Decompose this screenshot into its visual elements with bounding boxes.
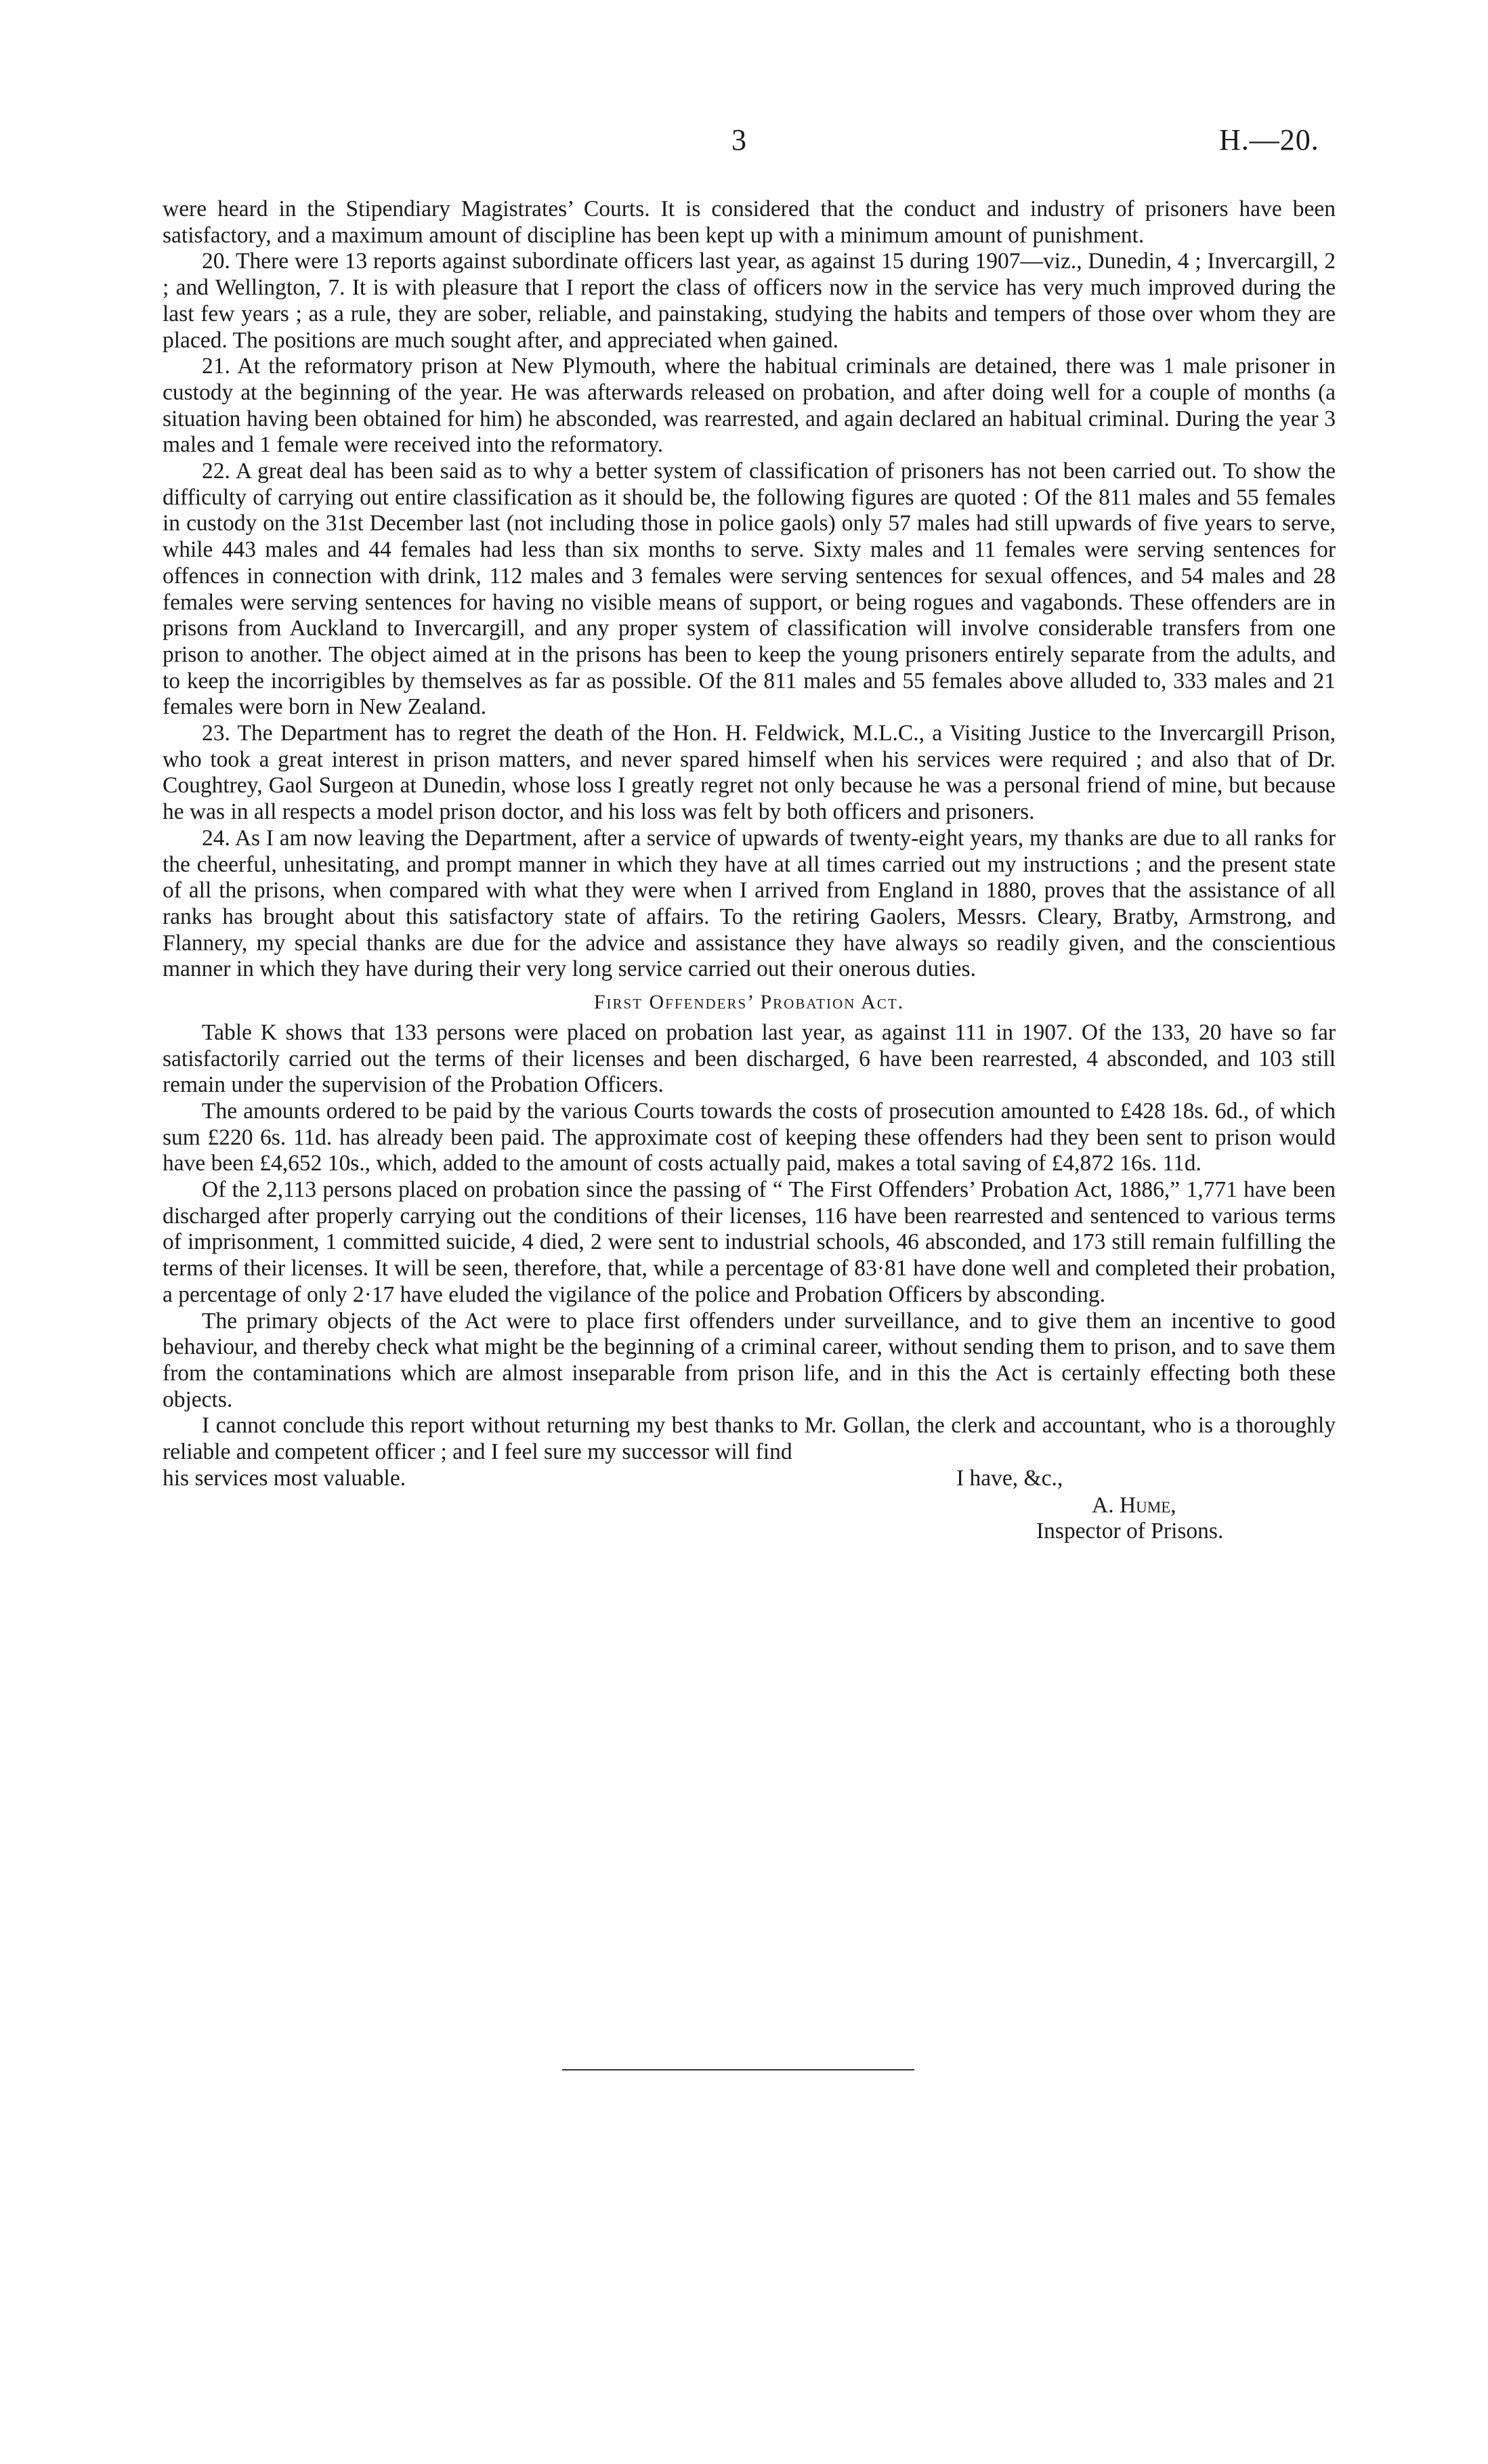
paragraph-22: 22. A great deal has been said as to why a better system of classification of prisoners has not been carried out. To show the difficulty of carrying out entire classification as it should be, the following figures are quoted : Of the 811 males and 55 females in custody on the 31st December last (not including those in police gaols) only 57 males had still upwards of five years to serve, while 443 males and 44 females had less than six months to serve. Sixty males and 11 females were serving sentences for offences in connection with drink, 112 males and 3 females were serving sentences for sexual offences, and 54 males and 28 females were serving sentences for having no visible means of support, or being rogues and vagabonds. These offenders are in prisons from Auckland to Invercargill, and any proper system of classification will involve considerable transfers from one prison to another. The object aimed at in the prisons has been to keep the young prisoners entirely separate from the adults, and to keep the incorrigibles by themselves as far as possible. Of the 811 males and 55 females above alluded to, 333 males and 21 females were born in New Zealand. (163, 459, 1336, 720)
salutation: I have, &c., (956, 1465, 1063, 1491)
report-body (163, 196, 1336, 1545)
section-heading: First Offenders’ Probation Act. (593, 991, 905, 1014)
signer-title: Inspector of Prisons. (1036, 1518, 1224, 1544)
page-number: 3 (731, 123, 746, 156)
paragraph-23: 23. The Department has to regret the death of the Hon. H. Feldwick, M.L.C., a Visiting Justice to the Invercargill Prison, who took a great interest in prison matters, and never spared himself when his services were required ; and also that of Dr. Coughtrey, Gaol Surgeon at Dunedin, whose loss I greatly regret not only because he was a personal friend of mine, but because he was in all respects a model prison doctor, and his loss was felt by both officers and prisoners. (163, 721, 1336, 825)
paragraph-21: 21. At the reformatory prison at New Plymouth, where the habitual criminals are detained, there was 1 male prisoner in custody at the beginning of the year. He was afterwards released on probation, and after doing well for a couple of months (a situation having been obtained for him) he absconded, was rearrested, and again declared an habitual criminal. During the year 3 males and 1 female were received into the reformatory. (163, 354, 1336, 458)
document-reference: H.—20. (1219, 123, 1319, 156)
paragraph-continuation: were heard in the Stipendiary Magistrates’ Courts. It is considered that the conduct and industry of prisoners have been satisfactory, and a maximum amount of discipline has been kept up with a minimum amount of punishment. (163, 196, 1336, 248)
paragraph-20: 20. There were 13 reports against subordinate officers last year, as against 15 during 1907—viz., Dunedin, 4 ; Invercargill, 2 ; and Wellington, 7. It is with pleasure that I report the class of officers now in the service has very much improved during the last few years ; as a rule, they are sober, reliable, and painstaking, studying the habits and tempers of those over whom they are placed. The positions are much sought after, and appreciated when gained. (163, 249, 1336, 353)
closing-line (163, 1466, 1336, 1493)
end-rule (562, 2069, 914, 2070)
closing-text: his services most valuable. (163, 1465, 406, 1491)
signer-name: A. Hume, (1092, 1492, 1176, 1518)
probation-paragraph-4: The primary objects of the Act were to place first offenders under surveillance, and to give them an incentive to good behaviour, and thereby check what might be the beginning of a criminal career, without sending them to prison, and to save them from the contaminations which are almost inseparable from prison life, and in this the Act is certainly effecting both these objects. (163, 1308, 1336, 1412)
paragraph-24: 24. As I am now leaving the Department, after a service of upwards of twenty-eight years, my thanks are due to all ranks for the cheerful, unhesitating, and prompt manner in which they have at all times carried out my instructions ; and the present state of all the prisons, when compared with what they were when I arrived from England in 1880, proves that the assistance of all ranks has brought about this satisfactory state of affairs. To the retiring Gaolers, Messrs. Cleary, Bratby, Armstrong, and Flannery, my special thanks are due for the advice and assistance they have always so readily given, and the conscientious manner in which they have during their very long service carried out their onerous duties. (163, 825, 1336, 982)
probation-paragraph-3: Of the 2,113 persons placed on probation since the passing of “ The First Offenders’ Probation Act, 1886,” 1,771 have been discharged after properly carrying out the conditions of their licenses, 116 have been rearrested and sentenced to various terms of imprisonment, 1 committed suicide, 4 died, 2 were sent to industrial schools, 46 absconded, and 173 still remain fulfilling the terms of their licenses. It will be seen, therefore, that, while a percentage of 83·81 have done well and completed their probation, a percentage of only 2·17 have eluded the vigilance of the police and Probation Officers by absconding. (163, 1177, 1336, 1307)
probation-paragraph-2: The amounts ordered to be paid by the various Courts towards the costs of prosecution amounted to £428 18s. 6d., of which sum £220 6s. 11d. has already been paid. The approximate cost of keeping these offenders had they been sent to prison would have been £4,652 10s., which, added to the amount of costs actually paid, makes a total saving of £4,872 16s. 11d. (163, 1098, 1336, 1176)
probation-paragraph-1: Table K shows that 133 persons were placed on probation last year, as against 111 in 1907. Of the 133, 20 have so far satisfactorily carried out the terms of their licenses and been discharged, 6 have been rearrested, 4 absconded, and 103 still remain under the supervision of the Probation Officers. (163, 1019, 1336, 1098)
probation-paragraph-5: I cannot conclude this report without returning my best thanks to Mr. Gollan, the clerk and accountant, who is a thoroughly reliable and competent officer ; and I feel sure my successor will find (163, 1413, 1336, 1465)
